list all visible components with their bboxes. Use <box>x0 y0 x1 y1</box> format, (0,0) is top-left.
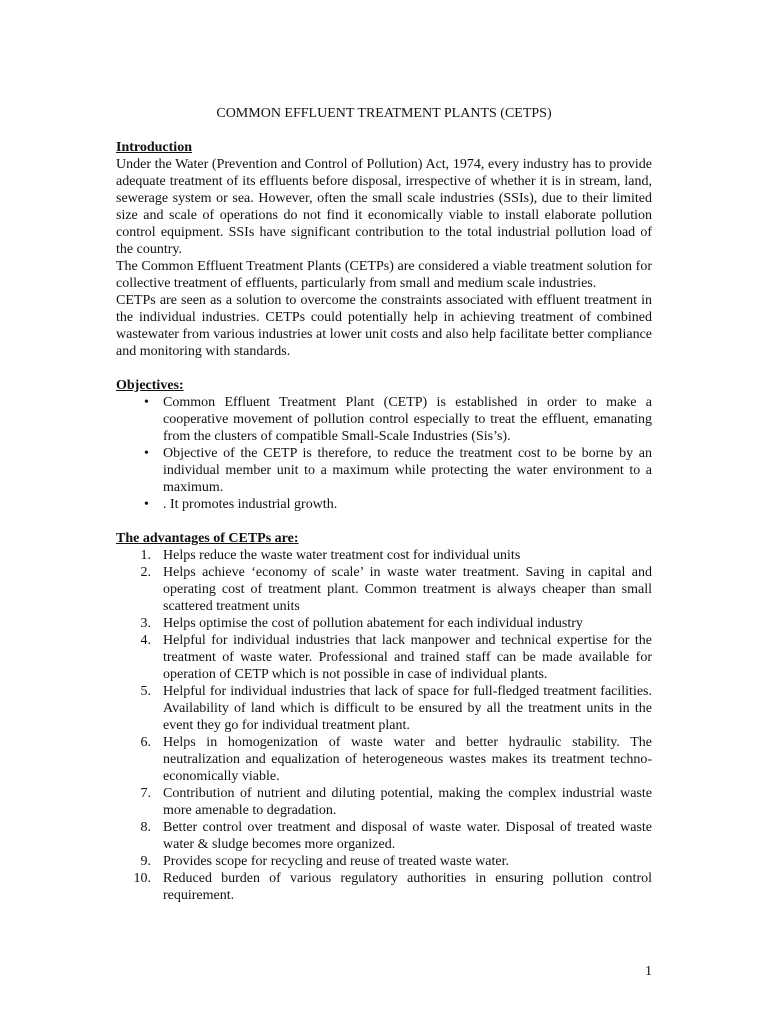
advantage-text: Helpful for individual industries that lack manpower and technical expertise for the treatment of waste water. Professional and trained staff can be made available for operation of CETP which is not possible in case of individual plants. <box>163 633 652 682</box>
bullet-icon: • <box>144 446 149 461</box>
advantages-heading <box>116 530 652 547</box>
advantage-item <box>116 785 652 819</box>
advantage-text: Reduced burden of various regulatory authorities in ensuring pollution control requirement. <box>163 871 652 903</box>
document-title: COMMON EFFLUENT TREATMENT PLANTS (CETPS) <box>216 106 552 121</box>
advantage-item <box>116 819 652 853</box>
bullet-icon: • <box>144 395 149 410</box>
advantage-item <box>116 870 652 904</box>
section-spacer <box>116 513 652 530</box>
objective-item <box>116 496 652 513</box>
objective-text: . It promotes industrial growth. <box>163 497 338 512</box>
advantage-item <box>116 853 652 870</box>
advantage-item <box>116 547 652 564</box>
advantage-number: 10. <box>133 871 151 886</box>
advantages-heading-colon: : <box>293 531 299 546</box>
advantage-text: Provides scope for recycling and reuse of treated waste water. <box>163 854 509 869</box>
advantage-text: Contribution of nutrient and diluting potential, making the complex industrial waste more amenable to degradation. <box>163 786 652 818</box>
advantage-text: Helps in homogenization of waste water and better hydraulic stability. The neutralization and equalization of heterogeneous wastes makes its treatment techno-economically viable. <box>163 735 652 784</box>
advantage-item <box>116 564 652 615</box>
advantage-number: 6. <box>140 735 151 750</box>
advantage-text: Helpful for individual industries that lack of space for full-fledged treatment facilities. Availability of land which is difficult to be ensured by all the treatment units in the event they go for individual treatment plant. <box>163 684 652 733</box>
advantage-number: 2. <box>140 565 151 580</box>
advantage-number: 1. <box>140 548 151 563</box>
introduction-heading: Introduction <box>116 140 192 155</box>
advantage-number: 3. <box>140 616 151 631</box>
objective-text: Common Effluent Treatment Plant (CETP) is established in order to make a cooperative movement of pollution control especially to treat the effluent, emanating from the clusters of compatible Small-Scale Industries (Sis’s). <box>163 395 652 444</box>
advantage-text: Better control over treatment and disposal of waste water. Disposal of treated waste water & sludge becomes more organized. <box>163 820 652 852</box>
introduction-paragraph-1: Under the Water (Prevention and Control of Pollution) Act, 1974, every industry has to provide adequate treatment of its effluents before disposal, irrespective of whether it is in stream, land, sewerage system or sea. However, often the small scale industries (SSIs), due to their limited size and scale of operations do not find it economically viable to install elaborate pollution control equipment. SSIs have significant contribution to the total industrial pollution load of the country. <box>116 157 652 257</box>
introduction-paragraph-2: The Common Effluent Treatment Plants (CETPs) are considered a viable treatment solution for collective treatment of effluents, particularly from small and medium scale industries. <box>116 259 652 291</box>
advantages-heading-text: The advantages of CETPs are <box>116 531 294 546</box>
advantage-text: Helps optimise the cost of pollution abatement for each individual industry <box>163 616 583 631</box>
objective-item <box>116 445 652 496</box>
document-body <box>116 139 652 904</box>
advantage-number: 7. <box>140 786 151 801</box>
advantage-text: Helps reduce the waste water treatment cost for individual units <box>163 548 521 563</box>
advantages-list <box>116 547 652 904</box>
introduction-paragraph-3: CETPs are seen as a solution to overcome the constraints associated with effluent treatment in the individual industries. CETPs could potentially help in achieving treatment of combined wastewater from various industries at lower unit costs and also help facilitate better compliance and monitoring with standards. <box>116 293 652 359</box>
section-spacer <box>116 360 652 377</box>
page-number: 1 <box>645 964 652 979</box>
advantage-number: 4. <box>140 633 151 648</box>
objective-text: Objective of the CETP is therefore, to reduce the treatment cost to be borne by an individual member unit to a maximum while protecting the water environment to a maximum. <box>163 446 652 495</box>
advantage-item <box>116 632 652 683</box>
advantage-number: 5. <box>140 684 151 699</box>
objectives-list <box>116 394 652 513</box>
advantage-item <box>116 615 652 632</box>
advantage-text: Helps achieve ‘economy of scale’ in waste water treatment. Saving in capital and operating cost of treatment plant. Common treatment is always cheaper than small scattered treatment units <box>163 565 652 614</box>
bullet-icon: • <box>144 497 149 512</box>
advantage-number: 9. <box>140 854 151 869</box>
advantage-number: 8. <box>140 820 151 835</box>
advantage-item <box>116 734 652 785</box>
objective-item <box>116 394 652 445</box>
objectives-heading: Objectives: <box>116 378 184 393</box>
advantage-item <box>116 683 652 734</box>
